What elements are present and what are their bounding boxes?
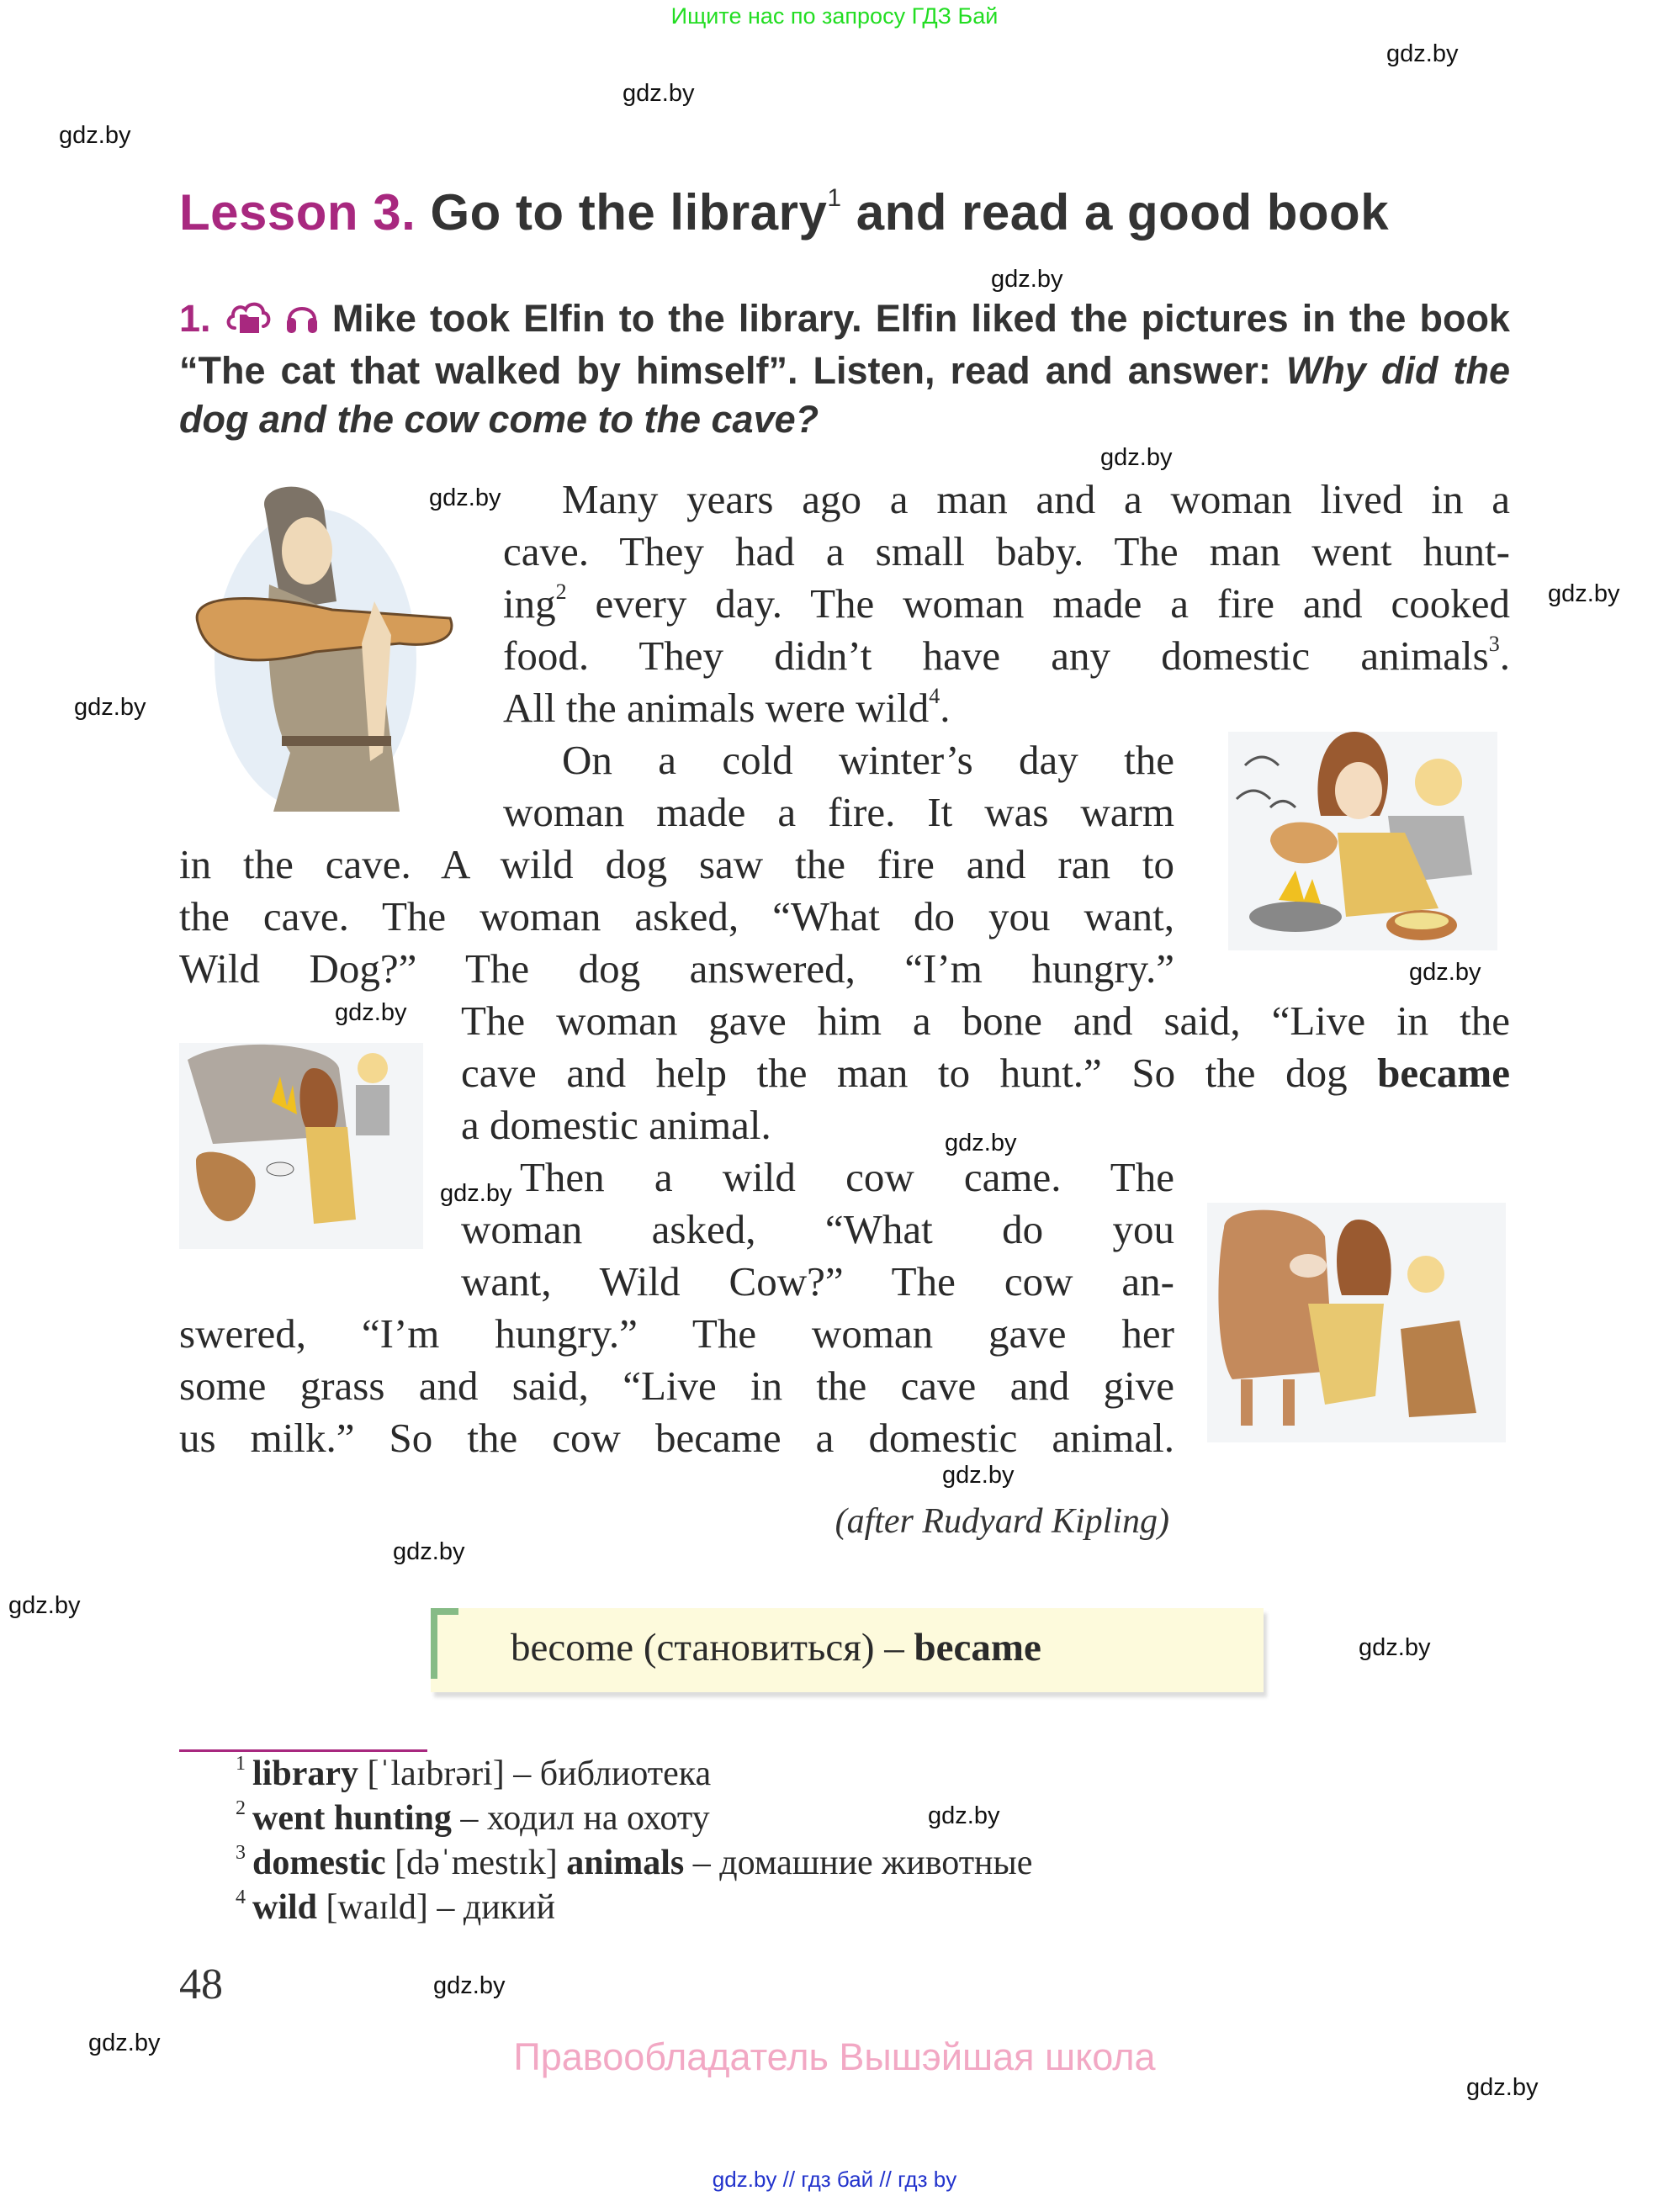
headphones-icon[interactable] [285, 298, 319, 347]
story-author: (after Rudyard Kipling) [834, 1502, 1169, 1541]
watermark-text: gdz.by [88, 2029, 161, 2056]
watermark-text: gdz.by [429, 484, 501, 511]
watermark-text: gdz.by [74, 694, 146, 721]
story-line: in the cave. A wild dog saw the fire and ran to [179, 841, 1174, 887]
story-line: On a cold winter’s day the [562, 737, 1174, 783]
watermark-text: gdz.by [945, 1130, 1017, 1156]
story-line: All the animals were wild$^4$. [503, 684, 951, 731]
story-line: us milk.” So the cow became a domestic animal. [179, 1415, 1174, 1461]
watermark-text: gdz.by [393, 1538, 465, 1565]
story-line: some grass and said, “Live in the cave and give [179, 1363, 1174, 1409]
task-instruction: Mike took Elfin to the library. Elfin liked the pictures in the book “The cat that walked by himself”. Listen, read and answer: [179, 297, 1510, 392]
story-line: cave. They had a small baby. The man went hunt- [503, 528, 1510, 574]
rights-holder: Правообладатель Вышэйшая школа [513, 2035, 1156, 2078]
page-number: 48 [179, 1961, 223, 2008]
search-banner[interactable]: Ищите нас по запросу ГДЗ Бай [670, 3, 999, 29]
vocab-word: become [511, 1626, 634, 1670]
footnote-ref-3: 3 [1488, 632, 1500, 656]
watermark-text: gdz.by [623, 80, 695, 107]
story-line: the cave. The woman asked, “What do you want, [179, 893, 1174, 939]
title-text-end: and read a good book [841, 184, 1390, 241]
vocab-translation: (становиться) [643, 1626, 875, 1670]
watermark-text: gdz.by [928, 1802, 1000, 1829]
watermark-text: gdz.by [1466, 2074, 1539, 2101]
watermark-text: gdz.by [433, 1972, 506, 1999]
story-line: Wild Dog?” The dog answered, “I’m hungry.” [179, 945, 1174, 992]
story-line: Many years ago a man and a woman lived in a [562, 476, 1510, 522]
vocab-past-form: became [914, 1626, 1041, 1670]
story-line: food. They didn’t have any domestic animals$^3$. [503, 632, 1510, 679]
vocab-corner-mark [431, 1608, 458, 1615]
story-line: Then a wild cow came. The [520, 1154, 1174, 1200]
story-line: ing$^2$ every day. The woman made a fire and cooked [503, 579, 1510, 627]
watermark-text: gdz.by [8, 1592, 81, 1619]
footnote-2: $^2$ went hunting – ходил на охоту [236, 1797, 710, 1838]
footer-links[interactable]: gdz.by // гдз бай // гдз by [712, 2167, 957, 2192]
footnote-ref-2: 2 [555, 579, 567, 604]
watermark-text: gdz.by [991, 266, 1063, 293]
task-1 [179, 294, 1510, 444]
story-line: a domestic animal. [461, 1102, 771, 1148]
vocabulary-box [431, 1608, 1264, 1692]
footnote-ref-4: 4 [929, 684, 940, 708]
footnote-1: $^1$ library [ˈlaɪbrəri] – библиотека [236, 1753, 712, 1793]
watermark-text: gdz.by [1359, 1634, 1431, 1661]
watermark-text: gdz.by [942, 1462, 1015, 1489]
footnote-ref-1: 1 [827, 184, 842, 212]
watermark-text: gdz.by [440, 1180, 512, 1207]
cloud-folder-icon[interactable] [225, 298, 272, 347]
woman-cow-illustration [1207, 1186, 1506, 1442]
story-line: want, Wild Cow?” The cow an- [461, 1258, 1174, 1304]
lesson-number: Lesson 3. [179, 184, 416, 241]
caveman-illustration [181, 475, 458, 820]
watermark-text: gdz.by [59, 122, 131, 149]
key-word-became: became [1377, 1050, 1510, 1096]
task-number: 1. [179, 297, 211, 340]
story-line: woman made a fire. It was warm [503, 789, 1174, 835]
watermark-text: gdz.by [335, 999, 407, 1026]
watermark-text: gdz.by [1409, 959, 1481, 986]
watermark-text: gdz.by [1100, 444, 1173, 471]
story-line: swered, “I’m hungry.” The woman gave her [179, 1310, 1174, 1357]
title-text: Go to the library [430, 184, 828, 241]
task-question: Why did the dog and the cow come to the cave? [179, 349, 1510, 441]
footnote-divider [179, 1749, 427, 1752]
woman-fire-illustration [1220, 715, 1506, 955]
story-line: cave and help the man to hunt.” So the dog became [461, 1050, 1510, 1096]
page-title [179, 183, 1389, 241]
story-line: woman asked, “What do you [461, 1206, 1174, 1252]
story-line: The woman gave him a bone and said, “Live in the [461, 998, 1510, 1044]
footnote-3: $^3$ domestic [dəˈmestɪk] animals – домашние животные [236, 1842, 1033, 1882]
woman-dog-illustration [179, 1035, 423, 1249]
vocab-corner-mark [431, 1608, 437, 1679]
watermark-text: gdz.by [1386, 40, 1459, 67]
watermark-text: gdz.by [1548, 580, 1620, 607]
vocab-entry: become (становиться) – became [511, 1626, 1041, 1670]
footnote-4: $^4$ wild [waɪld] – дикий [236, 1887, 556, 1927]
